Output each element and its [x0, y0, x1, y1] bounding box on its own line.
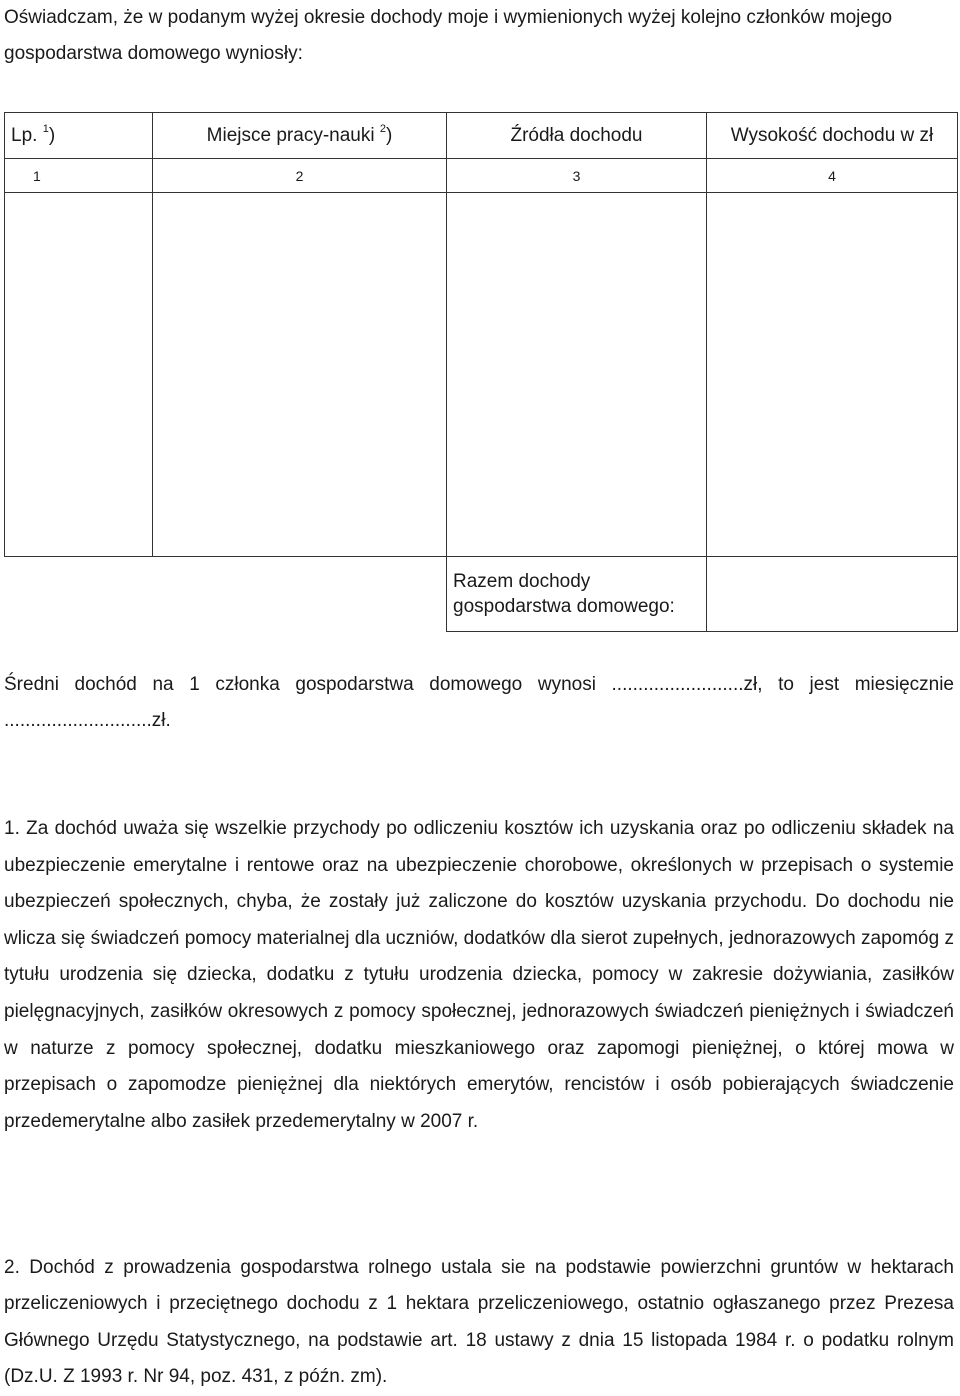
table-header-row: [5, 113, 958, 159]
total-label-line2: gospodarstwa domowego:: [453, 595, 675, 617]
column-number: 4: [707, 159, 958, 193]
income-table: [4, 112, 958, 632]
footnote-ref-2: 2: [379, 122, 386, 135]
total-label-line1: Razem dochody: [453, 570, 591, 592]
header-amount: Wysokość dochodu w zł: [707, 113, 958, 159]
average-income-line: Średni dochód na 1 członka gospodarstwa domowego wynosi .........................zł, to jest miesięcznie ............................zł.: [4, 674, 954, 731]
footnote-ref-1: 1: [42, 122, 49, 135]
entry-cell-workplace[interactable]: [153, 193, 447, 557]
note-2: 2. Dochód z prowadzenia gospodarstwa rolnego ustala sie na podstawie powierzchni gruntów w hektarach przeliczeniowych i przeciętnego dochodu z 1 hektara przeliczeniowego, ostatnio ogłaszanego przez Prezesa Głównego Urzędu Statystycznego, na podstawie art. 18 ustawy z dnia 15 listopada 1984 r. o podatku rolnym (Dz.U. Z 1993 r. Nr 94, poz. 431, z późn. zm).: [4, 1257, 954, 1388]
total-row-spacer: [5, 556, 153, 631]
total-label-text: [447, 569, 706, 619]
total-label: [447, 556, 707, 631]
header-lp: [5, 113, 153, 159]
header-workplace: [153, 113, 447, 159]
column-number: 3: [447, 159, 707, 193]
total-row: [5, 556, 958, 631]
column-number-row: [5, 159, 958, 193]
column-number: 1: [5, 159, 153, 193]
total-amount-cell[interactable]: [707, 556, 958, 631]
total-row-spacer: [153, 556, 447, 631]
footnote-paren: ): [48, 124, 56, 146]
header-sources: Źródła dochodu: [447, 113, 707, 159]
footnote-paren: ): [385, 124, 393, 146]
note-1: 1. Za dochód uważa się wszelkie przychody po odliczeniu kosztów ich uzyskania oraz po odliczeniu składek na ubezpieczenie emerytalne i rentowe oraz na ubezpieczenie chorobowe, określonych w przepisach o systemie ubezpieczeń społecznych, chyba, że zostały już zaliczone do kosztów uzyskania przychodu. Do dochodu nie wlicza się świadczeń pomocy materialnej dla uczniów, dodatków dla sierot zupełnych, jednorazowych zapomóg z tytułu urodzenia się dziecka, dodatku z tytułu urodzenia dziecka, pomocy w zakresie dożywiania, zasiłków pielęgnacyjnych, zasiłków okresowych z pomocy społecznej, jednorazowych świadczeń pieniężnych i świadczeń w naturze z pomocy społecznej, dodatku mieszkaniowego oraz zapomogi pieniężnej, o której mowa w przepisach o zapomodze pieniężnej dla niektórych emerytów, rencistów i osób pobierających świadczenie przedemerytalne albo zasiłek przedemerytalny w 2007 r.: [4, 818, 954, 1132]
entry-cell-amount[interactable]: [707, 193, 958, 557]
column-number: 2: [153, 159, 447, 193]
intro-statement: Oświadczam, że w podanym wyżej okresie dochody moje i wymienionych wyżej kolejno członków mojego gospodarstwa domowego wyniosły:: [4, 7, 893, 64]
header-lp-label: Lp.: [11, 124, 38, 146]
entry-cell-sources[interactable]: [447, 193, 707, 557]
entry-cell-lp[interactable]: [5, 193, 153, 557]
header-workplace-label: Miejsce pracy-nauki: [206, 124, 375, 146]
table-entry-area: [5, 193, 958, 557]
